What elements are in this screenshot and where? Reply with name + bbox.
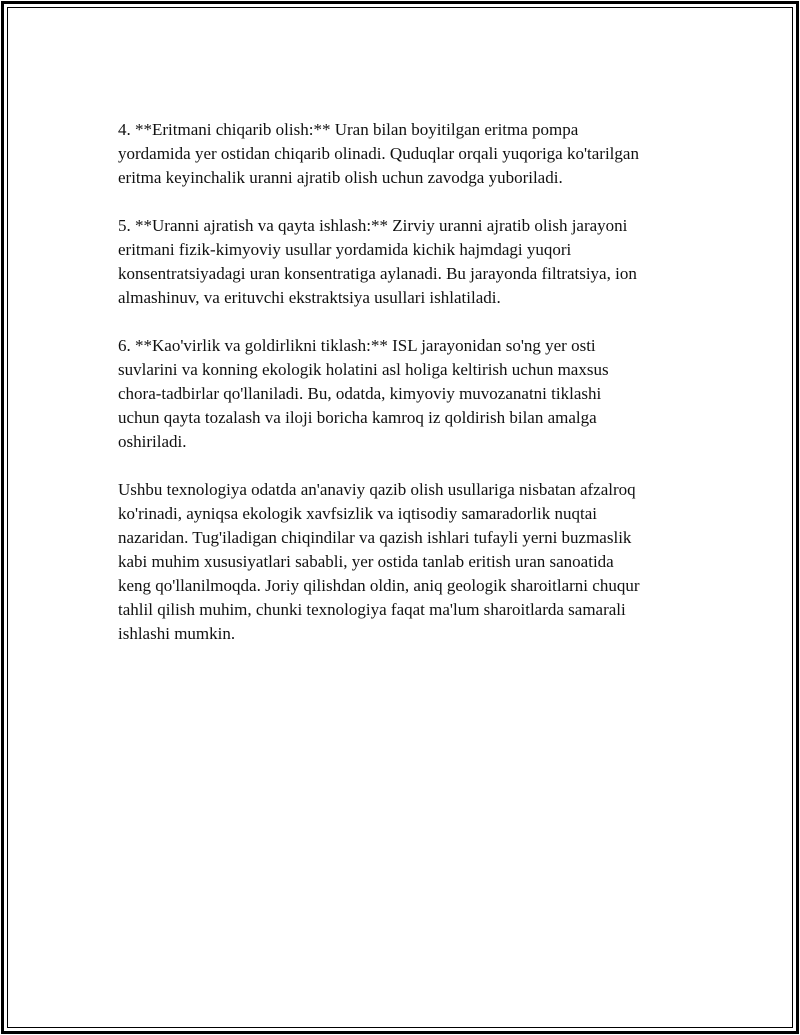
paragraph-line: keng qo'llanilmoqda. Joriy qilishdan oldin, aniq geologik sharoitlarni chuqur — [118, 576, 640, 595]
paragraph-step-4 — [118, 118, 698, 190]
paragraph-line: ko'rinadi, ayniqsa ekologik xavfsizlik va iqtisodiy samaradorlik nuqtai — [118, 504, 597, 523]
paragraph-line: yordamida yer ostidan chiqarib olinadi. Quduqlar orqali yuqoriga ko'tarilgan — [118, 144, 639, 163]
paragraph-line: konsentratsiyadagi uran konsentratiga aylanadi. Bu jarayonda filtratsiya, ion — [118, 264, 637, 283]
paragraph-line: almashinuv, va erituvchi ekstraktsiya usullari ishlatiladi. — [118, 288, 501, 307]
paragraph-line: kabi muhim xususiyatlari sababli, yer ostida tanlab eritish uran sanoatida — [118, 552, 614, 571]
paragraph-line: eritmani fizik-kimyoviy usullar yordamida kichik hajmdagi yuqori — [118, 240, 572, 259]
paragraph-step-6 — [118, 334, 698, 454]
paragraph-line: 5. **Uranni ajratish va qayta ishlash:** Zirviy uranni ajratib olish jarayoni — [118, 216, 628, 235]
paragraph-line: ishlashi mumkin. — [118, 624, 236, 643]
paragraph-line: 4. **Eritmani chiqarib olish:** Uran bilan boyitilgan eritma pompa — [118, 120, 579, 139]
paragraph-line: chora-tadbirlar qo'llaniladi. Bu, odatda, kimyoviy muvozanatni tiklashi — [118, 384, 602, 403]
paragraph-line: nazaridan. Tug'iladigan chiqindilar va qazish ishlari tufayli yerni buzmaslik — [118, 528, 632, 547]
paragraph-line: suvlarini va konning ekologik holatini asl holiga keltirish uchun maxsus — [118, 360, 609, 379]
paragraph-line: uchun qayta tozalash va iloji boricha kamroq iz qoldirish bilan amalga — [118, 408, 597, 427]
paragraph-step-5 — [118, 214, 698, 310]
paragraph-line: Ushbu texnologiya odatda an'anaviy qazib olish usullariga nisbatan afzalroq — [118, 480, 636, 499]
paragraph-conclusion — [118, 478, 698, 646]
document-body — [118, 118, 698, 670]
paragraph-line: eritma keyinchalik uranni ajratib olish uchun zavodga yuboriladi. — [118, 168, 563, 187]
paragraph-line: tahlil qilish muhim, chunki texnologiya faqat ma'lum sharoitlarda samarali — [118, 600, 626, 619]
paragraph-line: 6. **Kao'virlik va goldirlikni tiklash:** ISL jarayonidan so'ng yer osti — [118, 336, 596, 355]
paragraph-line: oshiriladi. — [118, 432, 187, 451]
